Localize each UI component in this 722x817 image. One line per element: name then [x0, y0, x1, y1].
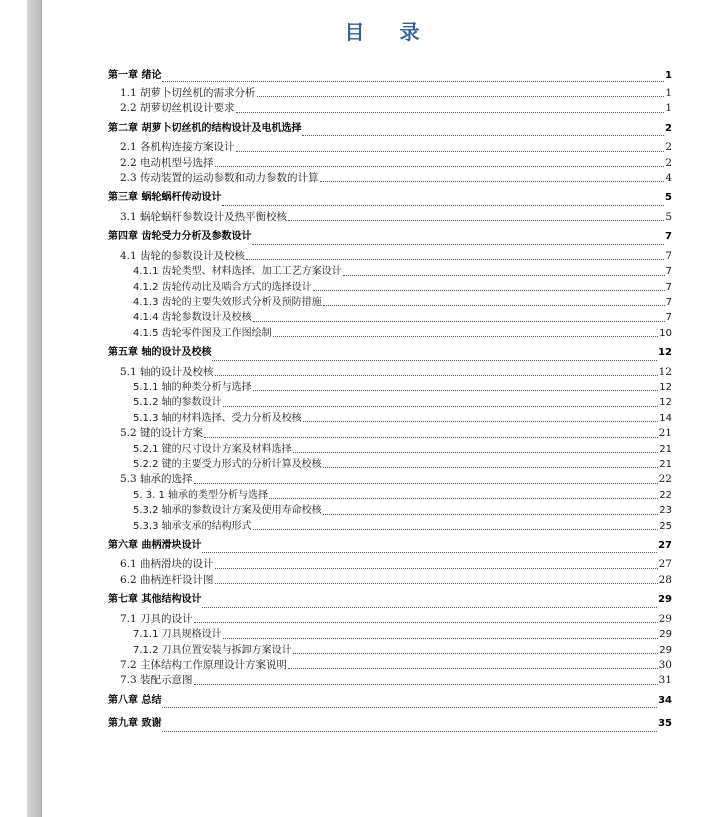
- document-page: [42, 0, 722, 817]
- toc-section-entry[interactable]: [108, 612, 672, 627]
- toc-page-number: 12: [658, 365, 672, 378]
- toc-entry-text: 7.3 装配示意图: [120, 674, 193, 687]
- toc-entry-text: 5.1 轴的设计及校核: [120, 365, 214, 378]
- toc-chapter-entry[interactable]: [108, 341, 672, 365]
- toc-subsection-entry[interactable]: [108, 264, 672, 279]
- toc-page-number: 1: [665, 87, 672, 99]
- toc-dot-leader: [194, 622, 658, 623]
- toc-entry-text: 3.1 蜗轮蜗杆参数设计及热平衡校核: [120, 210, 288, 223]
- toc-section-entry[interactable]: [108, 171, 672, 186]
- toc-dot-leader: [223, 406, 659, 407]
- toc-dot-leader: [293, 452, 659, 453]
- toc-subsection-entry[interactable]: [108, 503, 672, 518]
- toc-entry-text: 5.3.2 轴承的参数设计方案及使用寿命校核: [133, 505, 322, 517]
- toc-page-number: 7: [665, 231, 672, 243]
- toc-section-entry[interactable]: [108, 658, 672, 673]
- toc-dot-leader: [236, 151, 665, 152]
- toc-entry-text: 1.1 胡萝卜切丝机的需求分析: [120, 87, 256, 99]
- toc-dot-leader: [323, 305, 665, 306]
- toc-page-number: 22: [659, 489, 672, 501]
- toc-dot-leader: [215, 583, 658, 584]
- toc-page-number: 21: [659, 459, 672, 471]
- toc-chapter-entry[interactable]: [108, 66, 672, 86]
- toc-entry-text: 第九章 致谢: [108, 718, 162, 730]
- toc-entry-text: 2.2 胡萝切丝机设计要求: [120, 102, 235, 115]
- toc-section-entry[interactable]: [108, 365, 672, 380]
- toc-page-number: 2: [665, 141, 672, 154]
- toc-entry-text: 6.2 曲柄连杆设计图: [120, 573, 214, 586]
- toc-page-number: 30: [658, 658, 672, 671]
- toc-section-entry[interactable]: [108, 156, 672, 171]
- toc-entry-text: 第三章 蜗轮蜗杆传动设计: [108, 192, 222, 204]
- toc-dot-leader: [252, 244, 664, 245]
- toc-dot-leader: [236, 112, 665, 113]
- toc-page-number: 2: [665, 122, 672, 134]
- toc-subsection-entry[interactable]: [108, 457, 672, 472]
- toc-entry-text: 4.1.5 齿轮零件图及工作图绘制: [133, 327, 272, 339]
- toc-entry-text: 7.1.2 刀具位置安装与拆卸方案设计: [133, 644, 292, 656]
- toc-entry-text: 6.1 曲柄滑块的设计: [120, 558, 214, 571]
- toc-entry-text: 4.1.4 齿轮参数设计及校核: [133, 312, 252, 324]
- toc-page-number: 27: [658, 539, 672, 551]
- toc-entry-text: 第二章 胡萝卜切丝机的结构设计及电机选择: [108, 122, 302, 134]
- toc-entry-text: 2.1 各机构连接方案设计: [120, 141, 235, 154]
- toc-page-number: 23: [659, 505, 672, 517]
- toc-subsection-entry[interactable]: [108, 442, 672, 457]
- toc-page-number: 1: [665, 102, 672, 115]
- toc-section-entry[interactable]: [108, 557, 672, 572]
- toc-dot-leader: [215, 568, 658, 569]
- toc-dot-leader: [162, 731, 657, 732]
- toc-section-entry[interactable]: [108, 573, 672, 588]
- toc-dot-leader: [323, 514, 659, 515]
- toc-dot-leader: [273, 336, 659, 337]
- toc-dot-leader: [194, 483, 658, 484]
- toc-subsection-entry[interactable]: [108, 295, 672, 310]
- toc-page-number: 5: [665, 210, 672, 223]
- toc-dot-leader: [253, 321, 665, 322]
- toc-entry-text: 5.1.3 轴的材料选择、受力分析及校核: [133, 412, 302, 424]
- toc-subsection-entry[interactable]: [108, 627, 672, 642]
- toc-list: [108, 66, 672, 736]
- toc-page-number: 31: [658, 674, 672, 687]
- toc-page-number: 12: [659, 397, 672, 409]
- toc-dot-leader: [215, 375, 658, 376]
- toc-entry-text: 第五章 轴的设计及校核: [108, 347, 212, 359]
- toc-entry-text: 5.2.1 键的尺寸设计方案及材料选择: [133, 443, 292, 455]
- toc-chapter-entry[interactable]: [108, 588, 672, 612]
- viewer-side-rail: [27, 0, 41, 817]
- toc-page-number: 29: [659, 629, 672, 641]
- toc-entry-text: 5.1.1 轴的种类分析与选择: [133, 382, 252, 394]
- toc-subsection-entry[interactable]: [108, 380, 672, 395]
- toc-page-number: 5: [665, 192, 672, 204]
- toc-dot-leader: [222, 205, 664, 206]
- toc-subsection-entry[interactable]: [108, 326, 672, 341]
- toc-section-entry[interactable]: [108, 426, 672, 441]
- toc-chapter-entry[interactable]: [108, 225, 672, 249]
- toc-dot-leader: [257, 96, 665, 97]
- toc-entry-text: 7.1 刀具的设计: [120, 612, 193, 625]
- toc-dot-leader: [302, 135, 664, 136]
- toc-chapter-entry[interactable]: [108, 117, 672, 141]
- toc-dot-leader: [323, 467, 659, 468]
- toc-page-number: 7: [665, 281, 672, 293]
- toc-entry-text: 4.1.1 齿轮类型、材料选择、加工工艺方案设计: [133, 266, 342, 278]
- toc-dot-leader: [253, 529, 659, 530]
- toc-dot-leader: [303, 421, 659, 422]
- toc-dot-leader: [202, 552, 657, 553]
- toc-dot-leader: [343, 275, 665, 276]
- toc-dot-leader: [223, 638, 659, 639]
- toc-dot-leader: [246, 259, 664, 260]
- toc-section-entry[interactable]: [108, 472, 672, 487]
- toc-page-number: 29: [659, 644, 672, 656]
- toc-dot-leader: [313, 290, 665, 291]
- toc-entry-text: 7.2 主体结构工作原理设计方案说明: [120, 658, 288, 671]
- toc-entry-text: 4.1.3 齿轮的主要失效形式分析及预防措施: [133, 297, 322, 309]
- toc-entry-text: 5.1.2 轴的参数设计: [133, 397, 222, 409]
- toc-page-number: 29: [658, 594, 672, 606]
- toc-dot-leader: [288, 668, 658, 669]
- toc-dot-leader: [293, 653, 659, 654]
- toc-entry-text: 第七章 其他结构设计: [108, 594, 202, 606]
- toc-page-number: 27: [658, 558, 672, 571]
- toc-subsection-entry[interactable]: [108, 310, 672, 325]
- toc-section-entry[interactable]: [108, 673, 672, 688]
- toc-dot-leader: [215, 166, 665, 167]
- toc-subsection-entry[interactable]: [108, 519, 672, 534]
- toc-page-number: 12: [658, 347, 672, 359]
- toc-section-entry[interactable]: [108, 249, 672, 264]
- toc-entry-text: 5.2.2 键的主要受力形式的分析计算及校核: [133, 459, 322, 471]
- toc-dot-leader: [288, 220, 664, 221]
- toc-chapter-entry[interactable]: [108, 689, 672, 713]
- toc-page-number: 7: [665, 249, 672, 262]
- toc-entry-text: 5. 3. 1 轴承的类型分析与选择: [133, 489, 268, 501]
- toc-page-number: 28: [658, 573, 672, 586]
- toc-dot-leader: [204, 437, 658, 438]
- toc-page-number: 2: [665, 156, 672, 169]
- toc-dot-leader: [162, 81, 664, 82]
- toc-page-number: 12: [659, 382, 672, 394]
- toc-chapter-entry[interactable]: [108, 186, 672, 210]
- toc-subsection-entry[interactable]: [108, 488, 672, 503]
- toc-entry-text: 2.3 传动装置的运动参数和动力参数的计算: [120, 172, 319, 185]
- toc-chapter-entry[interactable]: [108, 712, 672, 736]
- toc-dot-leader: [194, 684, 658, 685]
- toc-page-number: 4: [665, 172, 672, 185]
- toc-subsection-entry[interactable]: [108, 411, 672, 426]
- toc-entry-text: 4.1.2 齿轮传动比及啮合方式的选择设计: [133, 281, 312, 293]
- toc-entry-text: 第六章 曲柄滑块设计: [108, 539, 202, 551]
- toc-page-number: 14: [659, 412, 672, 424]
- toc-dot-leader: [202, 607, 657, 608]
- toc-subsection-entry[interactable]: [108, 643, 672, 658]
- toc-page-number: 7: [665, 266, 672, 278]
- toc-section-entry[interactable]: [108, 140, 672, 155]
- toc-page-number: 35: [658, 718, 672, 730]
- toc-section-entry[interactable]: [108, 101, 672, 116]
- toc-entry-text: 第一章 绪论: [108, 70, 162, 81]
- toc-page-number: 34: [658, 694, 672, 706]
- toc-entry-text: 7.1.1 刀具规格设计: [133, 629, 222, 641]
- toc-entry-text: 4.1 齿轮的参数设计及校核: [120, 249, 246, 262]
- toc-page-number: 21: [658, 427, 672, 440]
- toc-entry-text: 5.2 键的设计方案: [120, 427, 204, 440]
- toc-page-number: 25: [659, 520, 672, 532]
- toc-entry-text: 5.3 轴承的选择: [120, 473, 193, 486]
- toc-section-entry[interactable]: [108, 86, 672, 101]
- toc-page-number: 29: [658, 612, 672, 625]
- toc-dot-leader: [162, 707, 657, 708]
- toc-title: 目 录: [344, 20, 434, 44]
- toc-section-entry[interactable]: [108, 210, 672, 225]
- toc-page-number: 7: [665, 312, 672, 324]
- toc-subsection-entry[interactable]: [108, 280, 672, 295]
- toc-page-number: 10: [659, 327, 672, 339]
- toc-page-number: 7: [665, 297, 672, 309]
- toc-page-number: 1: [665, 70, 672, 81]
- toc-entry-text: 第四章 齿轮受力分析及参数设计: [108, 231, 252, 243]
- toc-entry-text: 5.3.3 轴承支承的结构形式: [133, 520, 252, 532]
- toc-page-number: 22: [658, 473, 672, 486]
- toc-dot-leader: [320, 181, 665, 182]
- toc-entry-text: 2.2 电动机型号选择: [120, 156, 214, 169]
- toc-page-number: 21: [659, 443, 672, 455]
- toc-dot-leader: [212, 360, 657, 361]
- toc-chapter-entry[interactable]: [108, 534, 672, 558]
- toc-dot-leader: [253, 390, 659, 391]
- toc-dot-leader: [269, 498, 658, 499]
- toc-entry-text: 第八章 总结: [108, 694, 162, 706]
- toc-subsection-entry[interactable]: [108, 395, 672, 410]
